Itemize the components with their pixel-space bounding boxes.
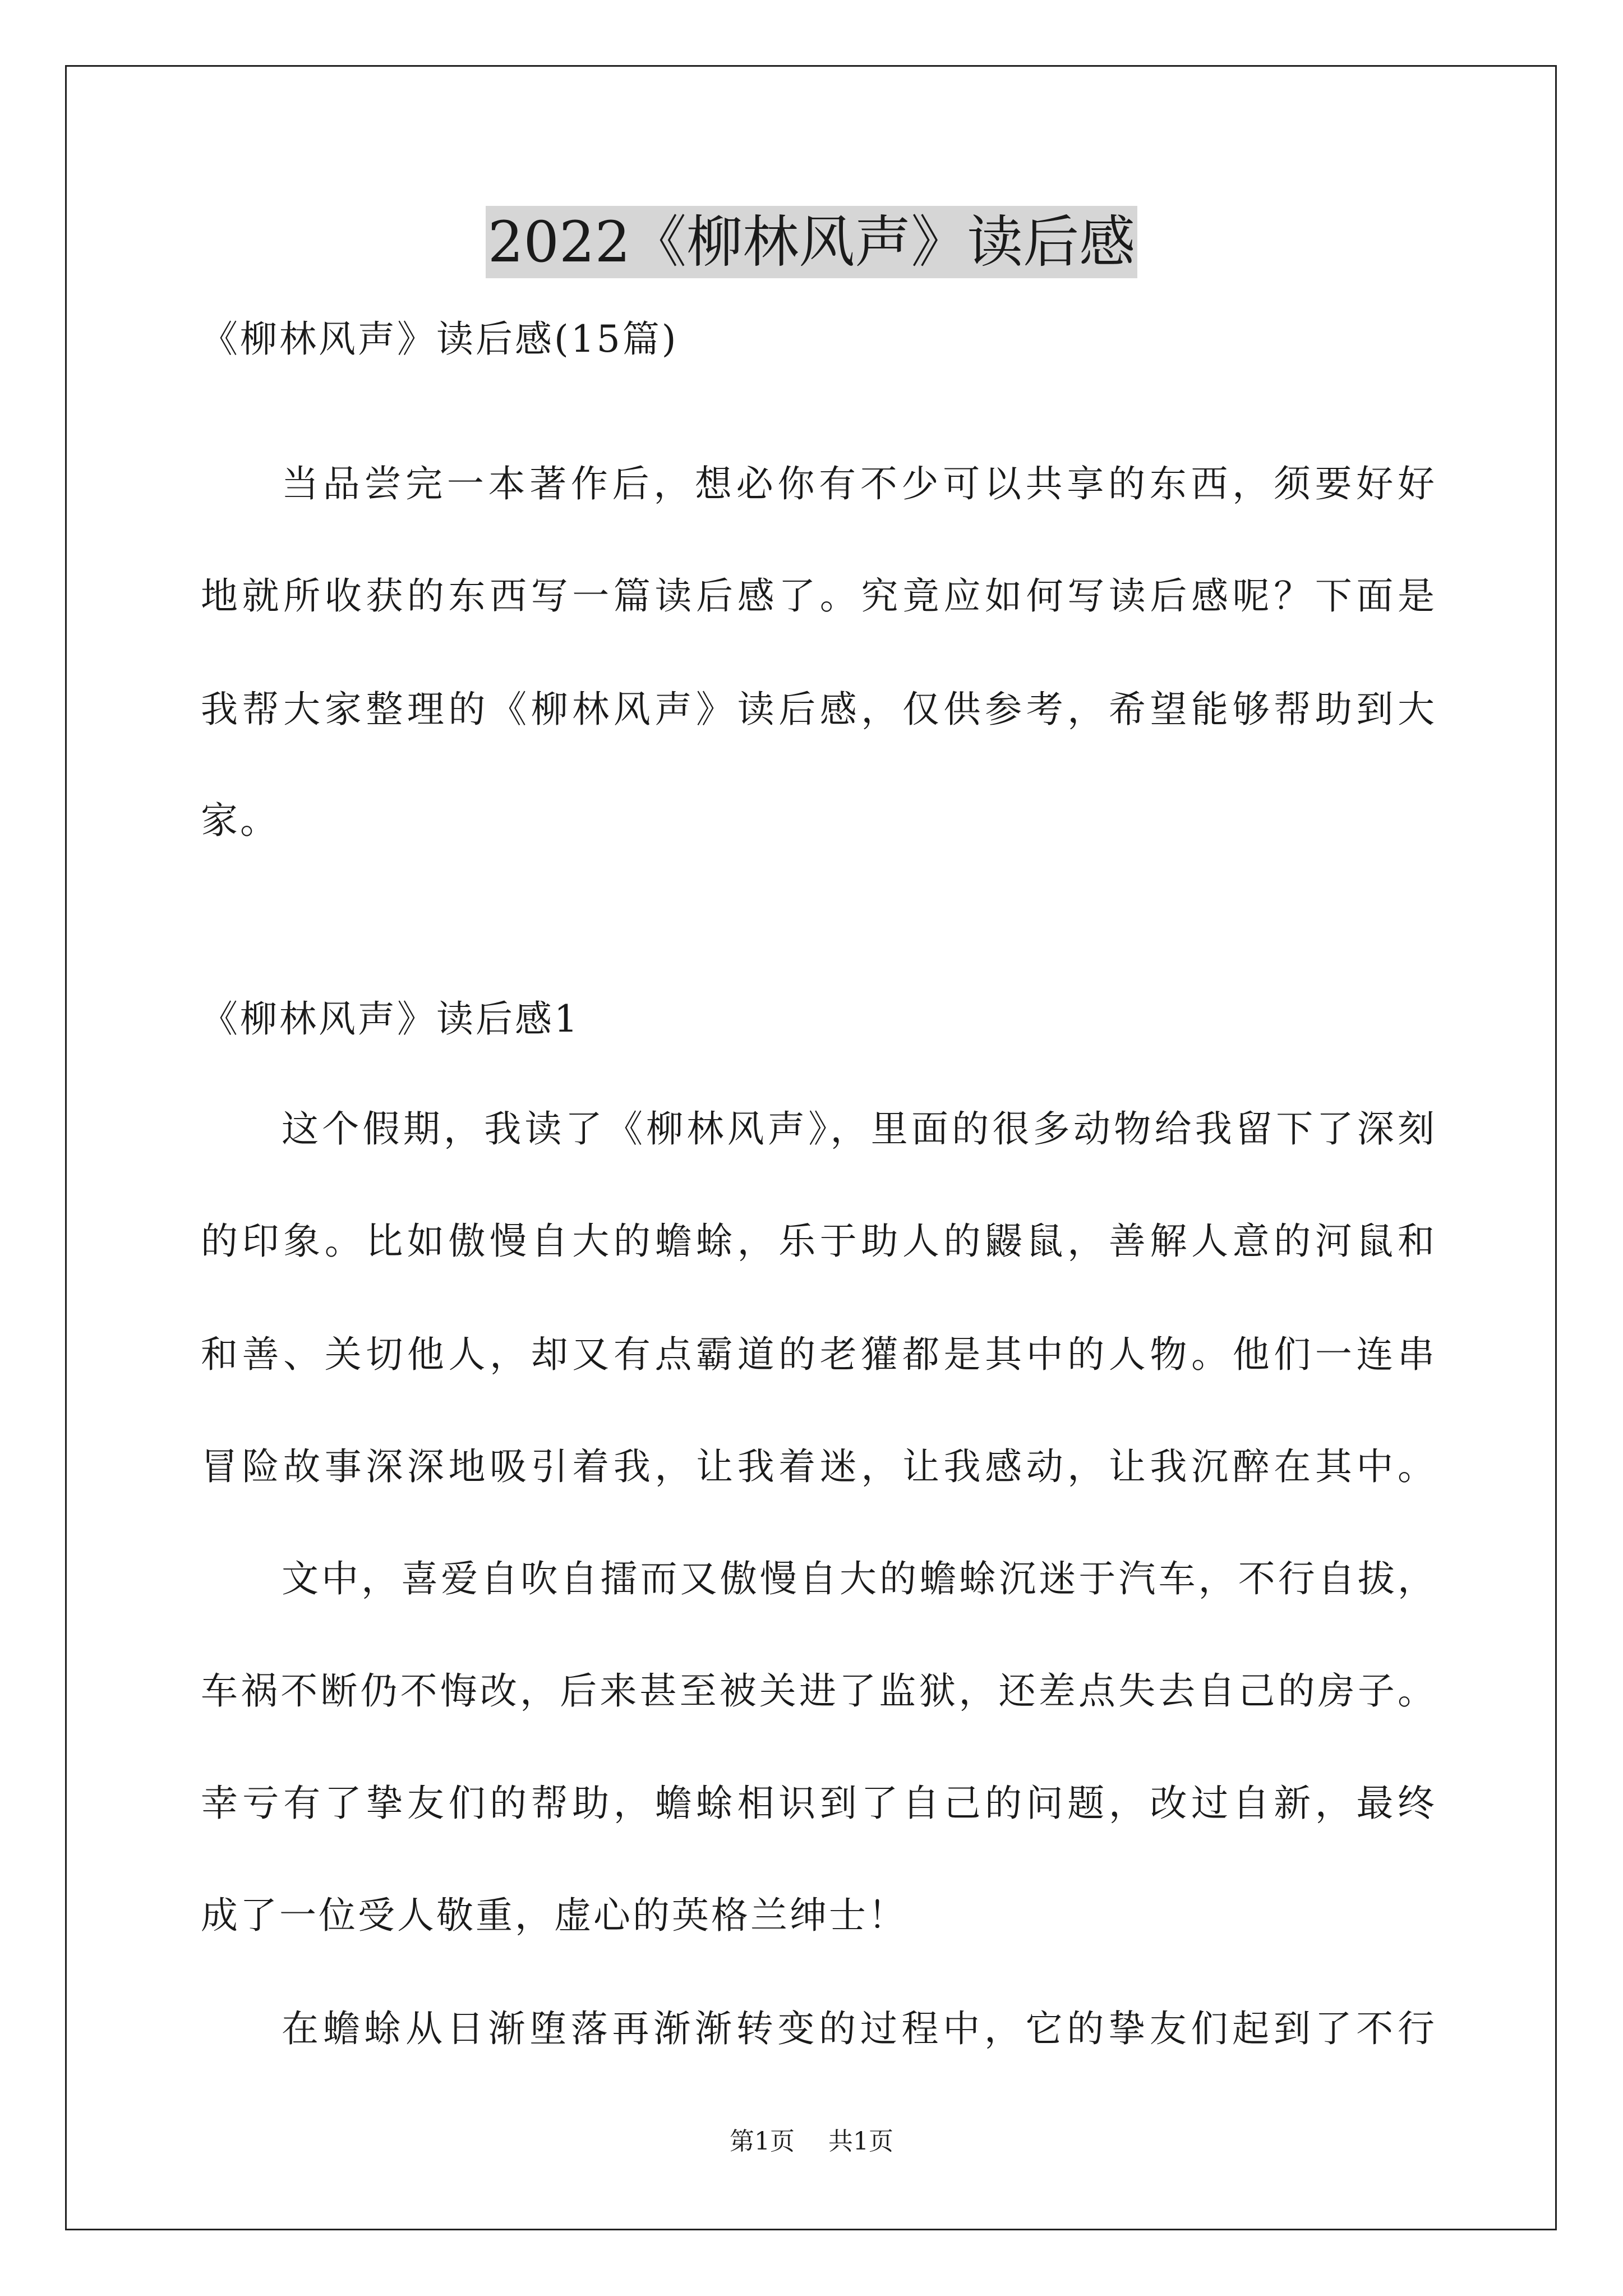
section-line-1: 这个假期，我读了《柳林风声》，里面的很多动物给我留下了深刻: [282, 1107, 1435, 1151]
section-heading: 《柳林风声》读后感1: [201, 997, 580, 1041]
intro-line-3: 我帮大家整理的《柳林风声》读后感，仅供参考，希望能够帮助到大: [201, 688, 1435, 731]
section-line-2: 的印象。比如傲慢自大的蟾蜍，乐于助人的鼹鼠，善解人意的河鼠和: [201, 1220, 1435, 1263]
page-total: 共1页: [828, 2127, 893, 2156]
section-line-6: 车祸不断仍不悔改，后来甚至被关进了监狱，还差点失去自己的房子。: [201, 1669, 1435, 1713]
page-footer: [0, 2125, 1623, 2159]
section-line-3: 和善、关切他人，却又有点霸道的老獾都是其中的人物。他们一连串: [201, 1333, 1435, 1376]
page-number: 第1页: [730, 2127, 795, 2156]
document-title-text: 2022《柳林风声》读后感: [486, 206, 1138, 278]
section-line-7: 幸亏有了挚友们的帮助，蟾蜍相识到了自己的问题，改过自新，最终: [201, 1782, 1435, 1825]
document-subtitle: 《柳林风声》读后感(15篇): [201, 318, 679, 361]
section-line-4: 冒险故事深深地吸引着我，让我着迷，让我感动，让我沉醉在其中。: [201, 1445, 1435, 1488]
section-line-9: 在蟾蜍从日渐堕落再渐渐转变的过程中，它的挚友们起到了不行: [282, 2007, 1435, 2050]
intro-line-4: 家。: [201, 799, 279, 842]
document-title: [0, 203, 1623, 282]
section-line-5: 文中，喜爱自吹自擂而又傲慢自大的蟾蜍沉迷于汽车，不行自拔，: [282, 1557, 1435, 1600]
intro-line-2: 地就所收获的东西写一篇读后感了。究竟应如何写读后感呢？下面是: [201, 574, 1435, 618]
intro-line-1: 当品尝完一本著作后，想必你有不少可以共享的东西，须要好好: [282, 462, 1435, 505]
section-line-8: 成了一位受人敬重，虚心的英格兰绅士！: [201, 1894, 907, 1937]
